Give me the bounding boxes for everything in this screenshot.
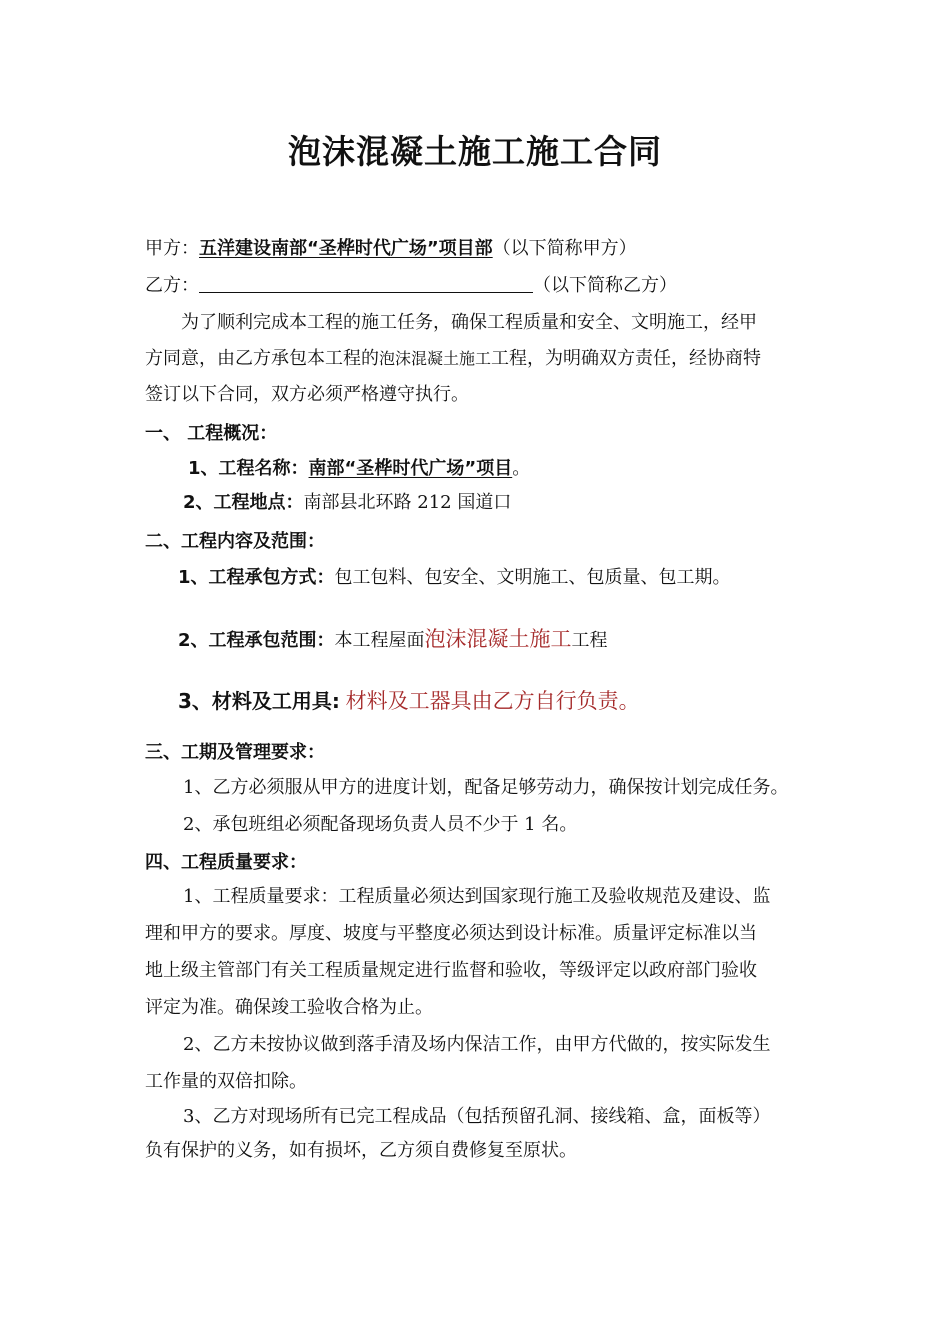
party-b-line [145, 272, 677, 299]
party-b-suffix: （以下简称乙方） [533, 275, 677, 296]
s3-item-2: 2、承包班组必须配备现场负责人员不少于 1 名。 [183, 814, 578, 835]
party-a-label: 甲方： [145, 238, 199, 259]
party-b-label: 乙方： [145, 275, 199, 296]
s2-item-2: 2、工程承包范围：本工程屋面泡沫混凝土施工工程 [178, 627, 608, 651]
section-1-heading: 一、 工程概况： [145, 423, 278, 444]
s4-p2-line-2: 工作量的双倍扣除。 [145, 1071, 307, 1092]
s2-item-1: 1、工程承包方式：包工包料、包安全、文明施工、包质量、包工期。 [178, 567, 731, 588]
s4-p1-line-4: 评定为准。确保竣工验收合格为止。 [145, 997, 433, 1018]
s4-p2-line-1: 2、乙方未按协议做到落手清及场内保洁工作，由甲方代做的，按实际发生 [183, 1034, 771, 1055]
s4-p1-line-2: 理和甲方的要求。厚度、坡度与平整度必须达到设计标准。质量评定标准以当 [145, 923, 757, 944]
s1-item-2: 2、工程地点：南部县北环路 212 国道口 [183, 492, 512, 513]
intro-line-3: 签订以下合同，双方必须严格遵守执行。 [145, 384, 469, 405]
party-a-suffix: （以下简称甲方） [492, 238, 637, 259]
party-a-line [145, 236, 637, 262]
s4-p3-line-2: 负有保护的义务，如有损坏，乙方须自费修复至原状。 [145, 1140, 577, 1161]
party-b-blank [199, 272, 533, 293]
section-2-heading: 二、工程内容及范围： [145, 531, 325, 552]
intro-line-2: 方同意，由乙方承包本工程的泡沫混凝土施工工程，为明确双方责任，经协商特 [145, 348, 762, 369]
intro-line-1: 为了顺利完成本工程的施工任务，确保工程质量和安全、文明施工，经甲 [181, 312, 757, 333]
section-4-heading: 四、工程质量要求： [145, 852, 307, 873]
section-3-heading: 三、工期及管理要求： [145, 742, 325, 763]
s4-p1-line-3: 地上级主管部门有关工程质量规定进行监督和验收，等级评定以政府部门验收 [145, 960, 757, 981]
s4-p1-line-1: 1、工程质量要求：工程质量必须达到国家现行施工及验收规范及建设、监 [183, 886, 771, 907]
s1-item-1: 1、工程名称：南部“圣桦时代广场”项目。 [188, 458, 531, 479]
party-a-name: 五洋建设南部“圣桦时代广场”项目部 [199, 238, 493, 259]
s4-p3-line-1: 3、乙方对现场所有已完工程成品（包括预留孔洞、接线箱、盒，面板等） [183, 1106, 771, 1127]
s2-item-3: 3、材料及工用具: 材料及工器具由乙方自行负责。 [178, 689, 640, 713]
document-title: 泡沫混凝土施工施工合同 [288, 132, 662, 171]
s3-item-1: 1、乙方必须服从甲方的进度计划，配备足够劳动力，确保按计划完成任务。 [183, 777, 789, 798]
